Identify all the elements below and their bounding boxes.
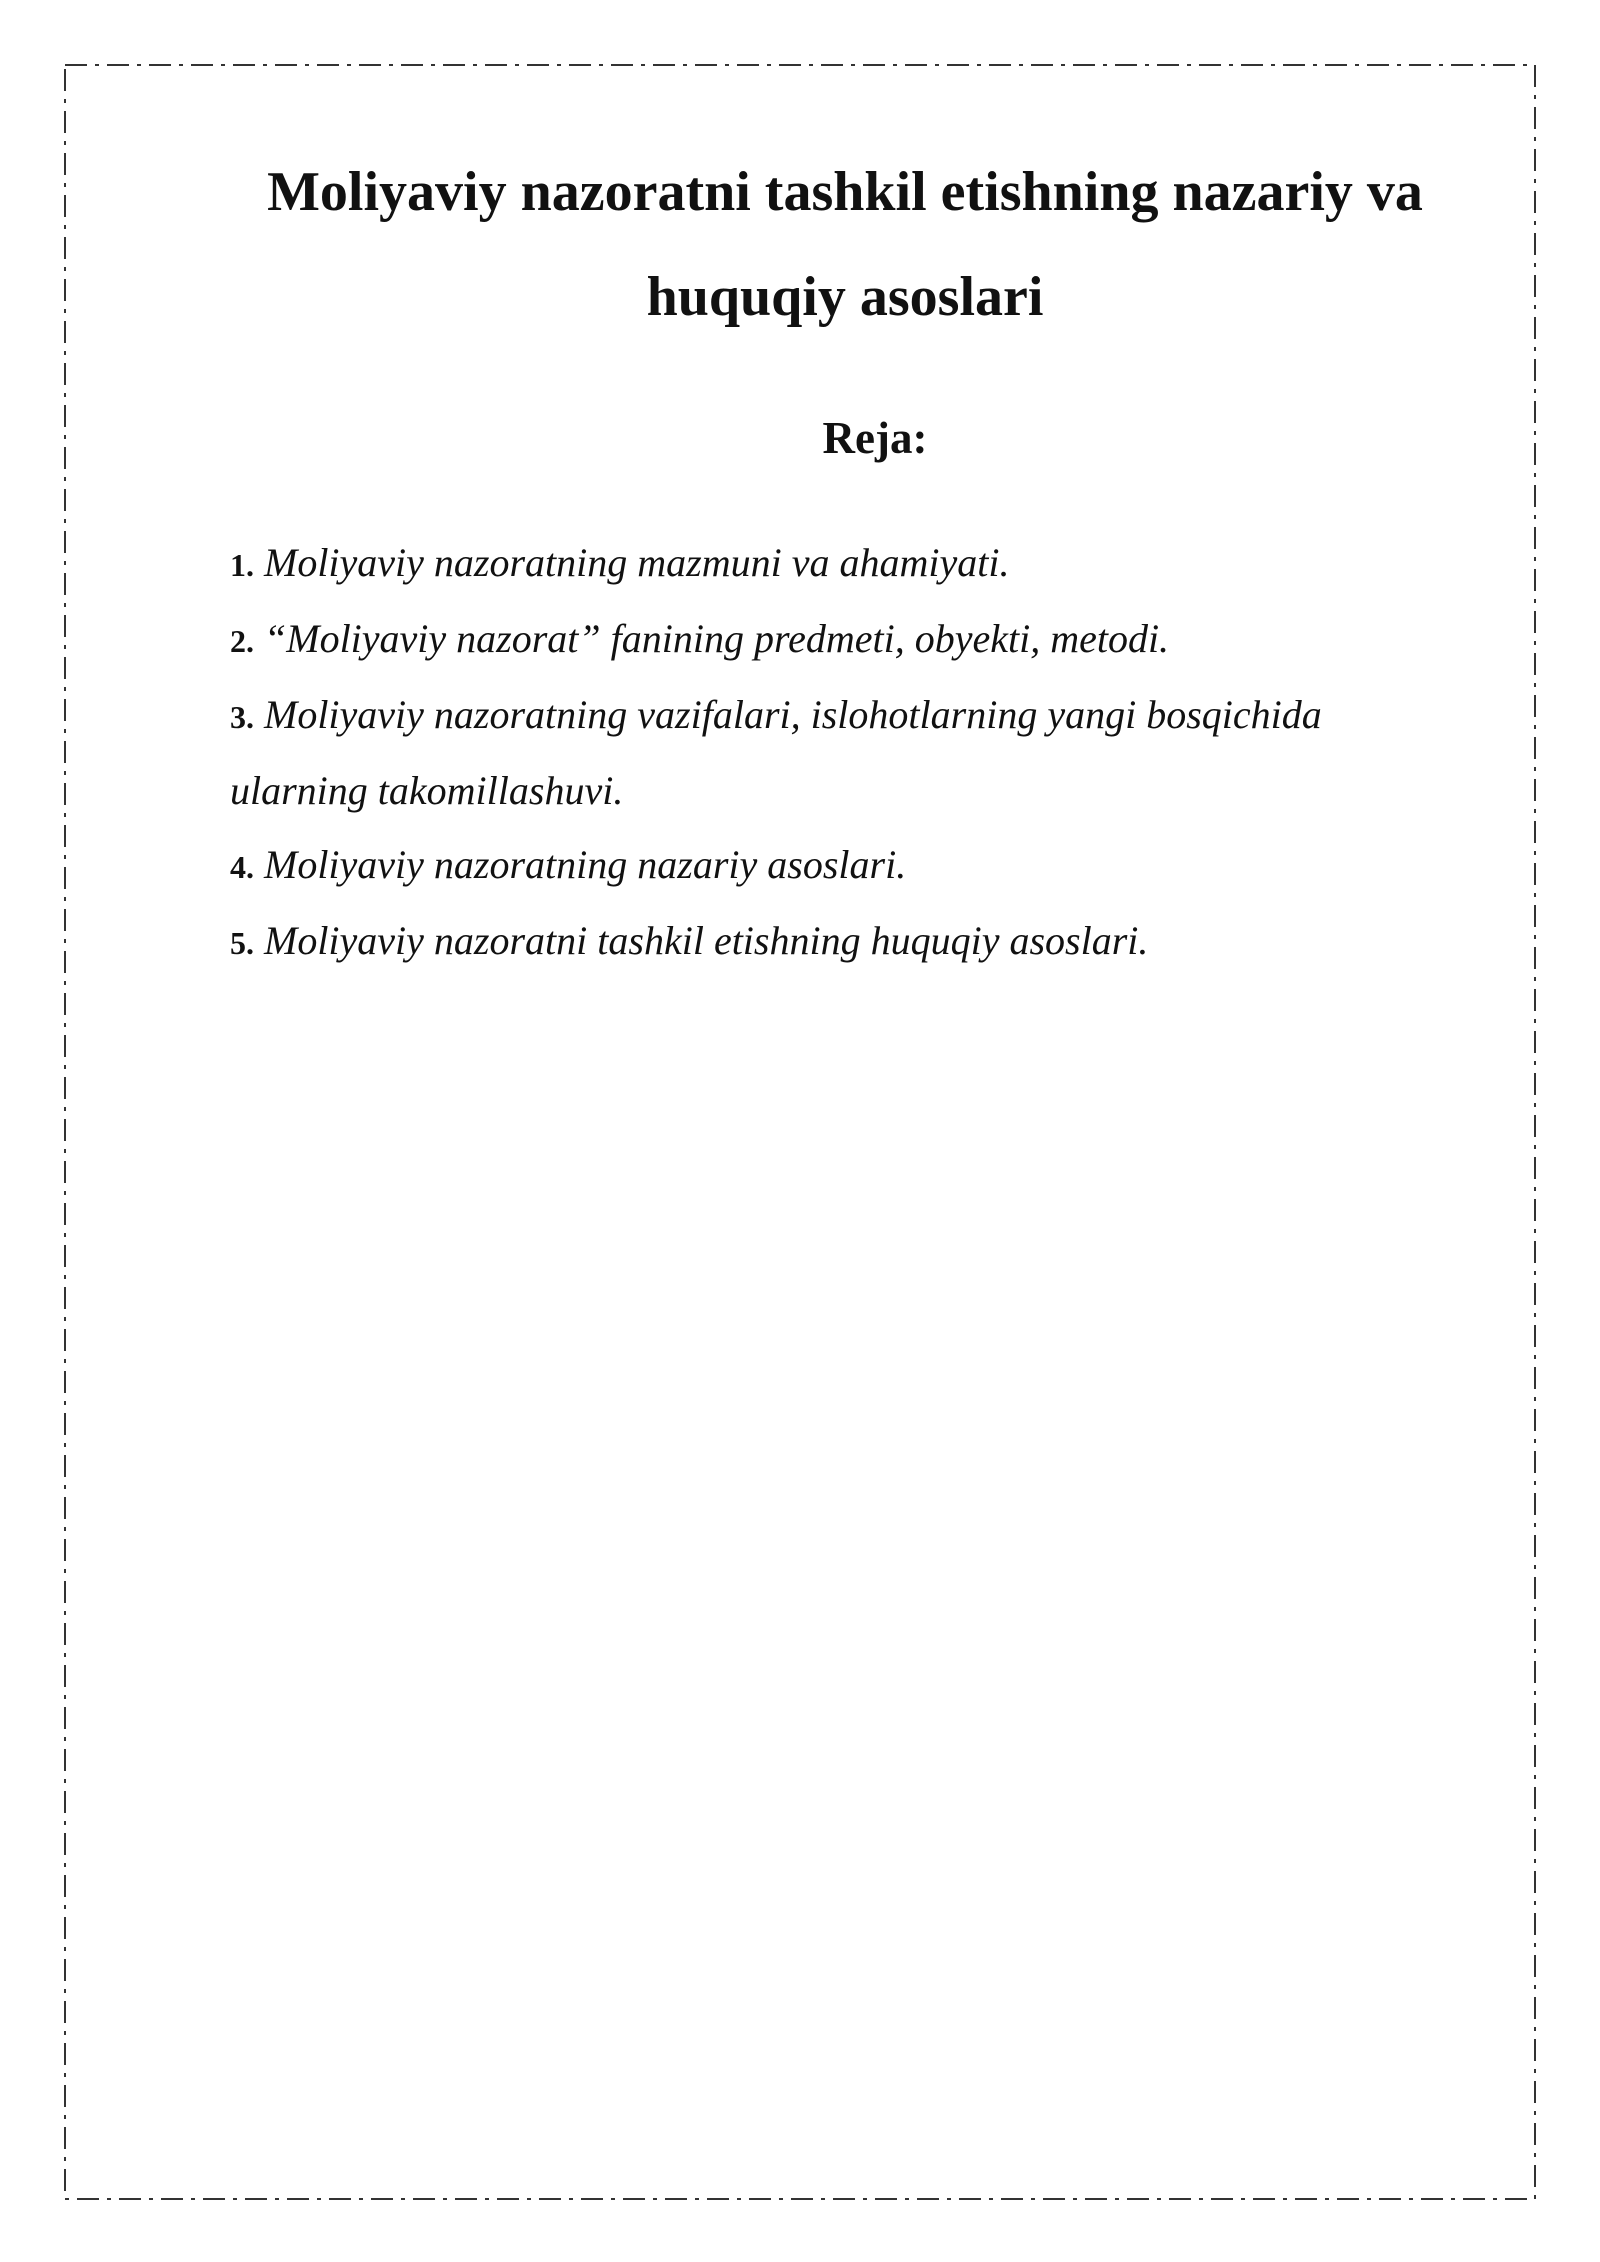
title-line-1: Moliyaviy nazoratni tashkil etishning nazariy va — [267, 161, 1423, 223]
plan-item-text: Moliyaviy nazoratning vazifalari, islohotlarning yangi bosqichida ularning takomillashuvi. — [230, 692, 1322, 813]
plan-item-text: Moliyaviy nazoratning nazariy asoslari. — [264, 842, 907, 887]
plan-item-1 — [230, 526, 1460, 602]
plan-item-4 — [230, 828, 1460, 904]
plan-item-5 — [230, 904, 1460, 980]
plan-list — [230, 526, 1460, 980]
plan-item-number: 4. — [230, 849, 254, 885]
plan-item-number: 2. — [230, 623, 254, 659]
plan-item-number: 5. — [230, 925, 254, 961]
plan-item-3 — [230, 678, 1460, 828]
plan-item-text: “Moliyaviy nazorat” fanining predmeti, obyekti, metodi. — [264, 616, 1170, 661]
plan-item-number: 1. — [230, 547, 254, 583]
plan-item-text: Moliyaviy nazoratni tashkil etishning huquqiy asoslari. — [264, 918, 1149, 963]
plan-item-2 — [230, 602, 1460, 678]
document-title — [230, 140, 1460, 350]
plan-item-text: Moliyaviy nazoratning mazmuni va ahamiyati. — [264, 540, 1010, 585]
title-line-2: huquqiy asoslari — [646, 266, 1044, 328]
page-content — [230, 140, 1460, 980]
plan-item-number: 3. — [230, 699, 254, 735]
plan-heading: Reja: — [822, 413, 928, 463]
